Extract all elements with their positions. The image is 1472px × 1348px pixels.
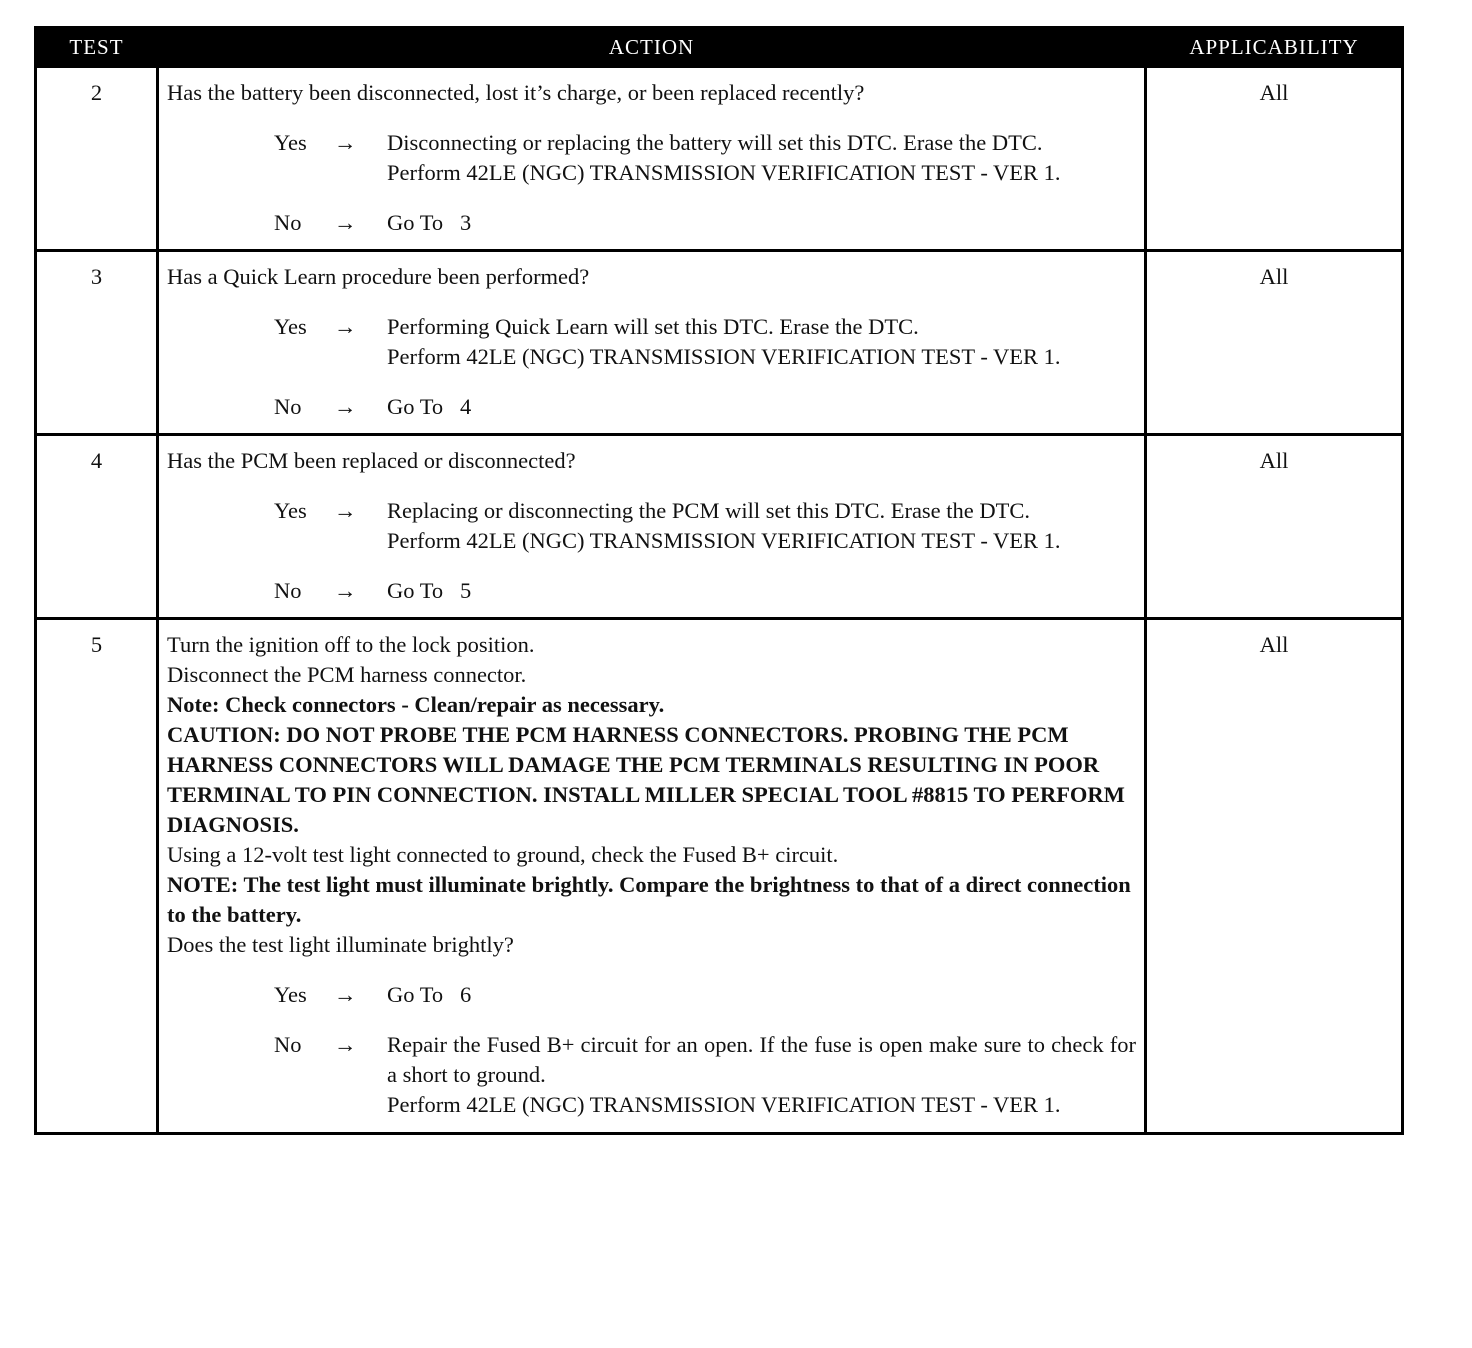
response-body — [387, 392, 1136, 422]
action-note: CAUTION: DO NOT PROBE THE PCM HARNESS CONNECTORS. PROBING THE PCM HARNESS CONNECTORS WILL DAMAGE THE PCM TERMINALS RESULTING IN POOR TERMINAL TO PIN CONNECTION. INSTALL MILLER SPECIAL TOOL #8815 TO PERFORM DIAGNOSIS. — [167, 722, 1125, 837]
applicability-value: All — [1146, 435, 1403, 619]
response-line: Perform 42LE (NGC) TRANSMISSION VERIFICATION TEST - VER 1. — [387, 528, 1061, 553]
test-number: 5 — [36, 619, 158, 1134]
table-body — [36, 67, 1403, 1134]
response-no — [274, 392, 1136, 422]
right-arrow-icon: → — [334, 394, 357, 419]
action-step: Turn the ignition off to the lock position. — [167, 632, 535, 657]
response-label: No — [274, 210, 302, 235]
response-line: Go To 4 — [387, 394, 472, 419]
right-arrow-icon: → — [334, 578, 357, 603]
response-body — [387, 208, 1136, 238]
response-yes — [274, 980, 1136, 1010]
response-line: Perform 42LE (NGC) TRANSMISSION VERIFICATION TEST - VER 1. — [387, 160, 1061, 185]
right-arrow-icon: → — [334, 130, 357, 155]
action-step: Using a 12-volt test light connected to ground, check the Fused B+ circuit. — [167, 842, 839, 867]
response-no — [274, 576, 1136, 606]
response-yes — [274, 496, 1136, 556]
response-body — [387, 312, 1136, 372]
table-row — [36, 251, 1403, 435]
table-row — [36, 619, 1403, 1134]
response-line: Go To 3 — [387, 210, 472, 235]
response-yes — [274, 128, 1136, 188]
action-cell — [158, 619, 1146, 1134]
applicability-value: All — [1146, 251, 1403, 435]
applicability-value: All — [1146, 67, 1403, 251]
test-number: 4 — [36, 435, 158, 619]
response-line: Performing Quick Learn will set this DTC. Erase the DTC. — [387, 314, 919, 339]
response-label: Yes — [274, 130, 307, 155]
response-label: No — [274, 1032, 302, 1057]
response-body — [387, 496, 1136, 556]
action-cell — [158, 67, 1146, 251]
response-line: Perform 42LE (NGC) TRANSMISSION VERIFICATION TEST - VER 1. — [387, 344, 1061, 369]
action-question — [167, 262, 1136, 292]
table-row — [36, 435, 1403, 619]
action-question — [167, 446, 1136, 476]
response-no — [274, 1030, 1136, 1120]
header-test: TEST — [36, 28, 158, 67]
response-body — [387, 576, 1136, 606]
action-step: Has the battery been disconnected, lost it’s charge, or been replaced recently? — [167, 80, 865, 105]
test-number: 2 — [36, 67, 158, 251]
response-body — [387, 128, 1136, 188]
response-line: Perform 42LE (NGC) TRANSMISSION VERIFICATION TEST - VER 1. — [387, 1092, 1061, 1117]
right-arrow-icon: → — [334, 210, 357, 235]
response-line: Go To 6 — [387, 982, 472, 1007]
action-step: Disconnect the PCM harness connector. — [167, 662, 527, 687]
response-line: Repair the Fused B+ circuit for an open. If the fuse is open make sure to check for a short to ground. — [387, 1032, 1136, 1087]
response-line: Disconnecting or replacing the battery will set this DTC. Erase the DTC. — [387, 130, 1043, 155]
table-header-row — [36, 28, 1403, 67]
action-note: NOTE: The test light must illuminate brightly. Compare the brightness to that of a direct connection to the battery. — [167, 872, 1131, 927]
action-step: Does the test light illuminate brightly? — [167, 932, 514, 957]
right-arrow-icon: → — [334, 498, 357, 523]
applicability-value: All — [1146, 619, 1403, 1134]
response-line: Go To 5 — [387, 578, 472, 603]
response-no — [274, 208, 1136, 238]
right-arrow-icon: → — [334, 314, 357, 339]
action-step: Has a Quick Learn procedure been performed? — [167, 264, 590, 289]
test-number: 3 — [36, 251, 158, 435]
response-label: No — [274, 394, 302, 419]
table-row — [36, 67, 1403, 251]
action-question — [167, 78, 1136, 108]
action-cell — [158, 251, 1146, 435]
action-cell — [158, 435, 1146, 619]
action-note: Note: Check connectors - Clean/repair as necessary. — [167, 692, 665, 717]
response-yes — [274, 312, 1136, 372]
right-arrow-icon: → — [334, 1032, 357, 1057]
header-applicability: APPLICABILITY — [1146, 28, 1403, 67]
response-label: Yes — [274, 498, 307, 523]
response-body — [387, 980, 1136, 1010]
action-question — [167, 630, 1136, 960]
diagnostic-test-table — [34, 26, 1404, 1135]
right-arrow-icon: → — [334, 982, 357, 1007]
response-body — [387, 1030, 1136, 1120]
response-label: Yes — [274, 982, 307, 1007]
response-label: No — [274, 578, 302, 603]
response-label: Yes — [274, 314, 307, 339]
response-line: Replacing or disconnecting the PCM will set this DTC. Erase the DTC. — [387, 498, 1031, 523]
header-action: ACTION — [158, 28, 1146, 67]
action-step: Has the PCM been replaced or disconnected? — [167, 448, 576, 473]
